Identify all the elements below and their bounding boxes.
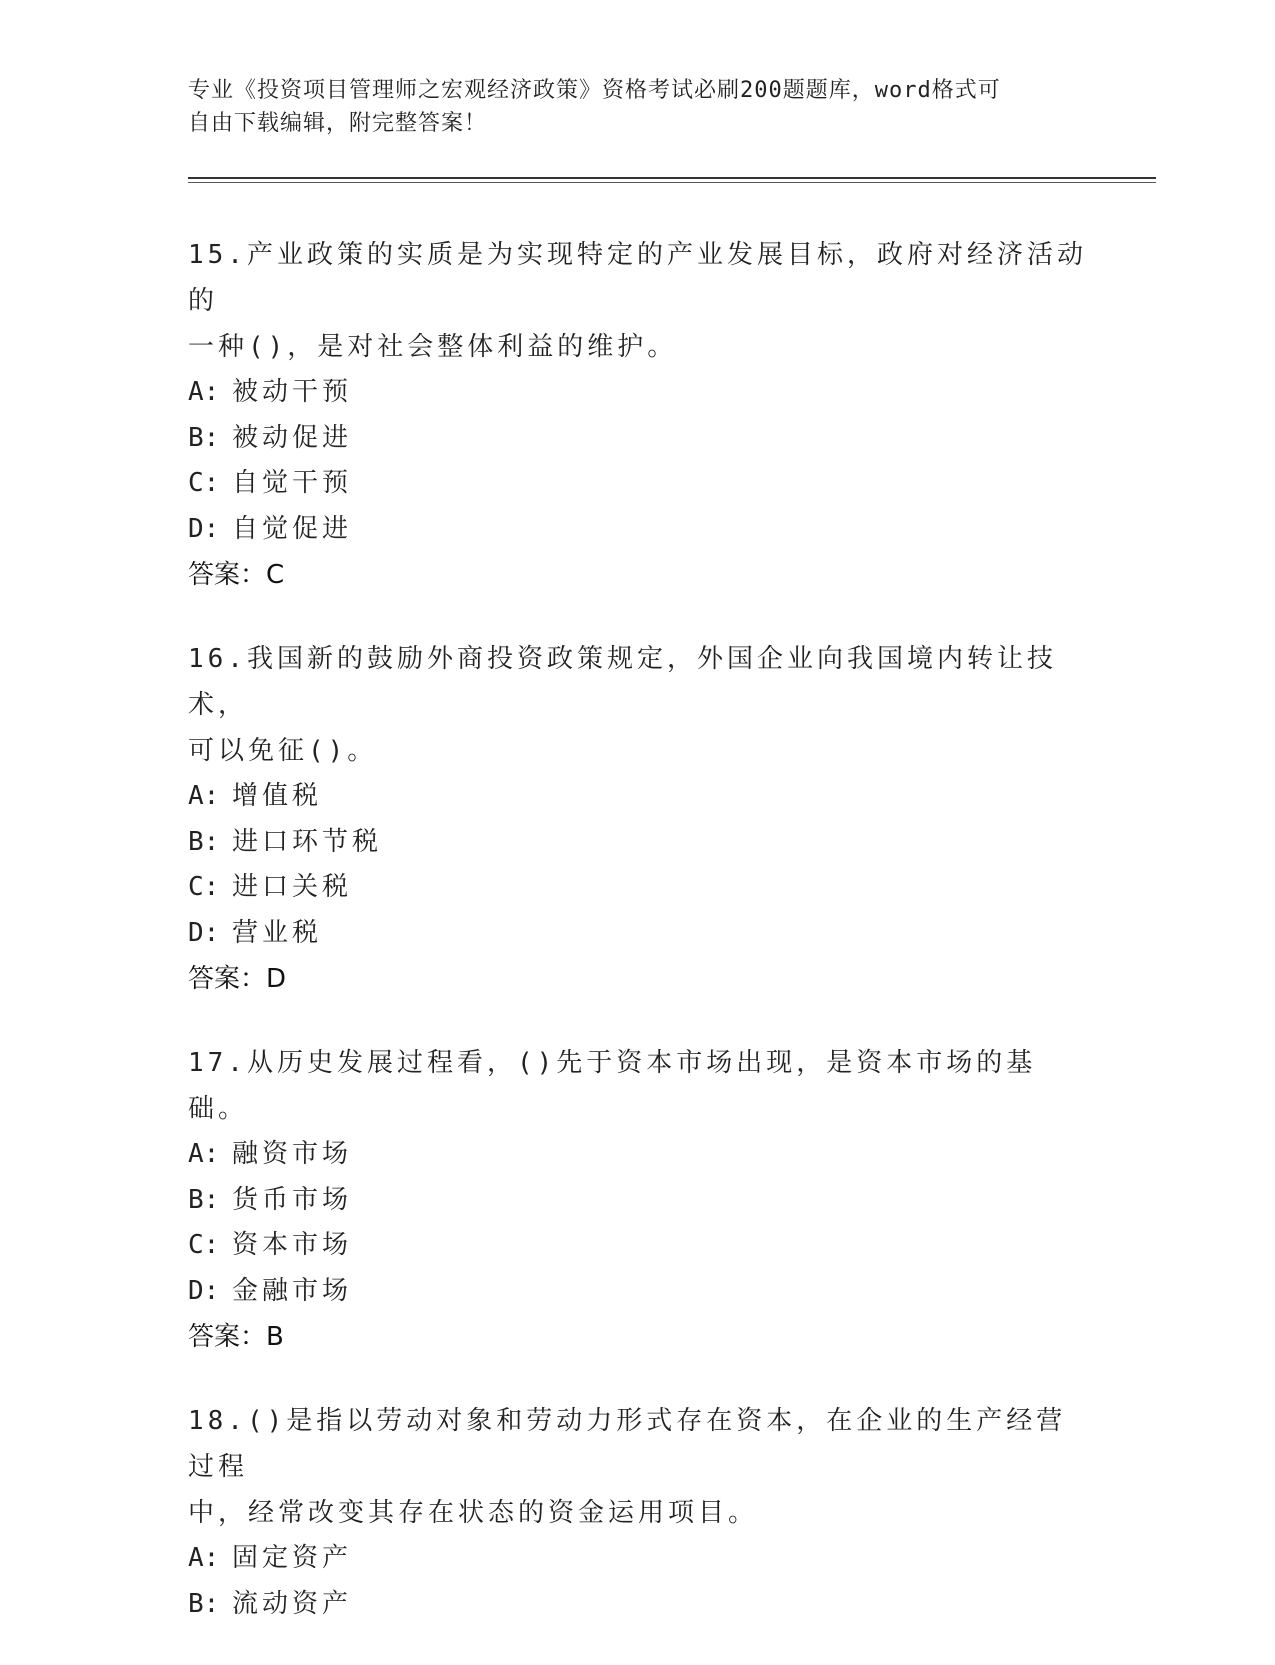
- option-text: 增值税: [232, 781, 323, 811]
- option-letter: A:: [188, 377, 220, 407]
- option-text: 被动干预: [232, 377, 353, 407]
- header-line: 自由下载编辑，附完整答案！: [188, 111, 488, 136]
- option-letter: A:: [188, 1139, 220, 1169]
- answer-option: [188, 1178, 1088, 1224]
- question-block: [188, 232, 1088, 598]
- option-letter: C:: [188, 872, 220, 902]
- header-divider: [188, 177, 1156, 179]
- header-divider-thin: [188, 182, 1156, 183]
- option-text: 营业税: [232, 917, 323, 948]
- answer-key: 答案：C: [188, 560, 285, 590]
- answer-key: 答案：B: [188, 1322, 284, 1352]
- option-letter: D:: [188, 917, 220, 948]
- option-text: 进口环节税: [232, 826, 383, 857]
- option-text: 自觉促进: [232, 513, 353, 544]
- option-text: 融资市场: [232, 1139, 353, 1169]
- answer-option: [188, 865, 1088, 911]
- option-text: 流动资产: [232, 1588, 353, 1619]
- question-block: [188, 1040, 1088, 1360]
- option-letter: B:: [188, 422, 220, 453]
- option-letter: A:: [188, 1543, 220, 1573]
- answer-option: [188, 820, 1088, 866]
- option-text: 进口关税: [232, 872, 353, 902]
- question-stem: 可以免征()。: [188, 736, 378, 766]
- option-letter: A:: [188, 781, 220, 811]
- answer-option: [188, 461, 1088, 507]
- question-stem: 16.我国新的鼓励外商投资政策规定，外国企业向我国境内转让技术，: [188, 644, 1057, 720]
- header-line: 专业《投资项目管理师之宏观经济政策》资格考试必刷200题题库，word格式可: [188, 78, 1001, 103]
- answer-option: [188, 1536, 1088, 1582]
- answer-option: [188, 1582, 1088, 1628]
- answer-key: 答案：D: [188, 964, 287, 994]
- answer-option: [188, 370, 1088, 416]
- answer-option: [188, 1269, 1088, 1315]
- document-header: [188, 74, 1088, 140]
- answer-option: [188, 774, 1088, 820]
- option-letter: D:: [188, 1275, 220, 1306]
- option-text: 固定资产: [232, 1543, 353, 1573]
- option-letter: C:: [188, 1230, 220, 1260]
- option-letter: B:: [188, 1588, 220, 1619]
- answer-option: [188, 1223, 1088, 1269]
- option-letter: B:: [188, 826, 220, 857]
- question-stem: 18.()是指以劳动对象和劳动力形式存在资本，在企业的生产经营过程: [188, 1406, 1067, 1482]
- question-stem: 中，经常改变其存在状态的资金运用项目。: [188, 1498, 759, 1528]
- answer-option: [188, 911, 1088, 957]
- option-text: 自觉干预: [232, 468, 353, 498]
- option-letter: B:: [188, 1184, 220, 1215]
- question-stem: 一种()，是对社会整体利益的维护。: [188, 332, 678, 362]
- option-text: 金融市场: [232, 1275, 353, 1306]
- option-text: 资本市场: [232, 1230, 353, 1260]
- question-list: [188, 232, 1088, 1665]
- answer-option: [188, 507, 1088, 553]
- option-text: 被动促进: [232, 422, 353, 453]
- question-stem: 17.从历史发展过程看，()先于资本市场出现，是资本市场的基础。: [188, 1048, 1037, 1124]
- answer-option: [188, 416, 1088, 462]
- answer-option: [188, 1132, 1088, 1178]
- option-text: 货币市场: [232, 1184, 353, 1215]
- question-block: [188, 636, 1088, 1002]
- question-block: [188, 1398, 1088, 1627]
- question-stem: 15.产业政策的实质是为实现特定的产业发展目标，政府对经济活动的: [188, 240, 1087, 316]
- option-letter: D:: [188, 513, 220, 544]
- option-letter: C:: [188, 468, 220, 498]
